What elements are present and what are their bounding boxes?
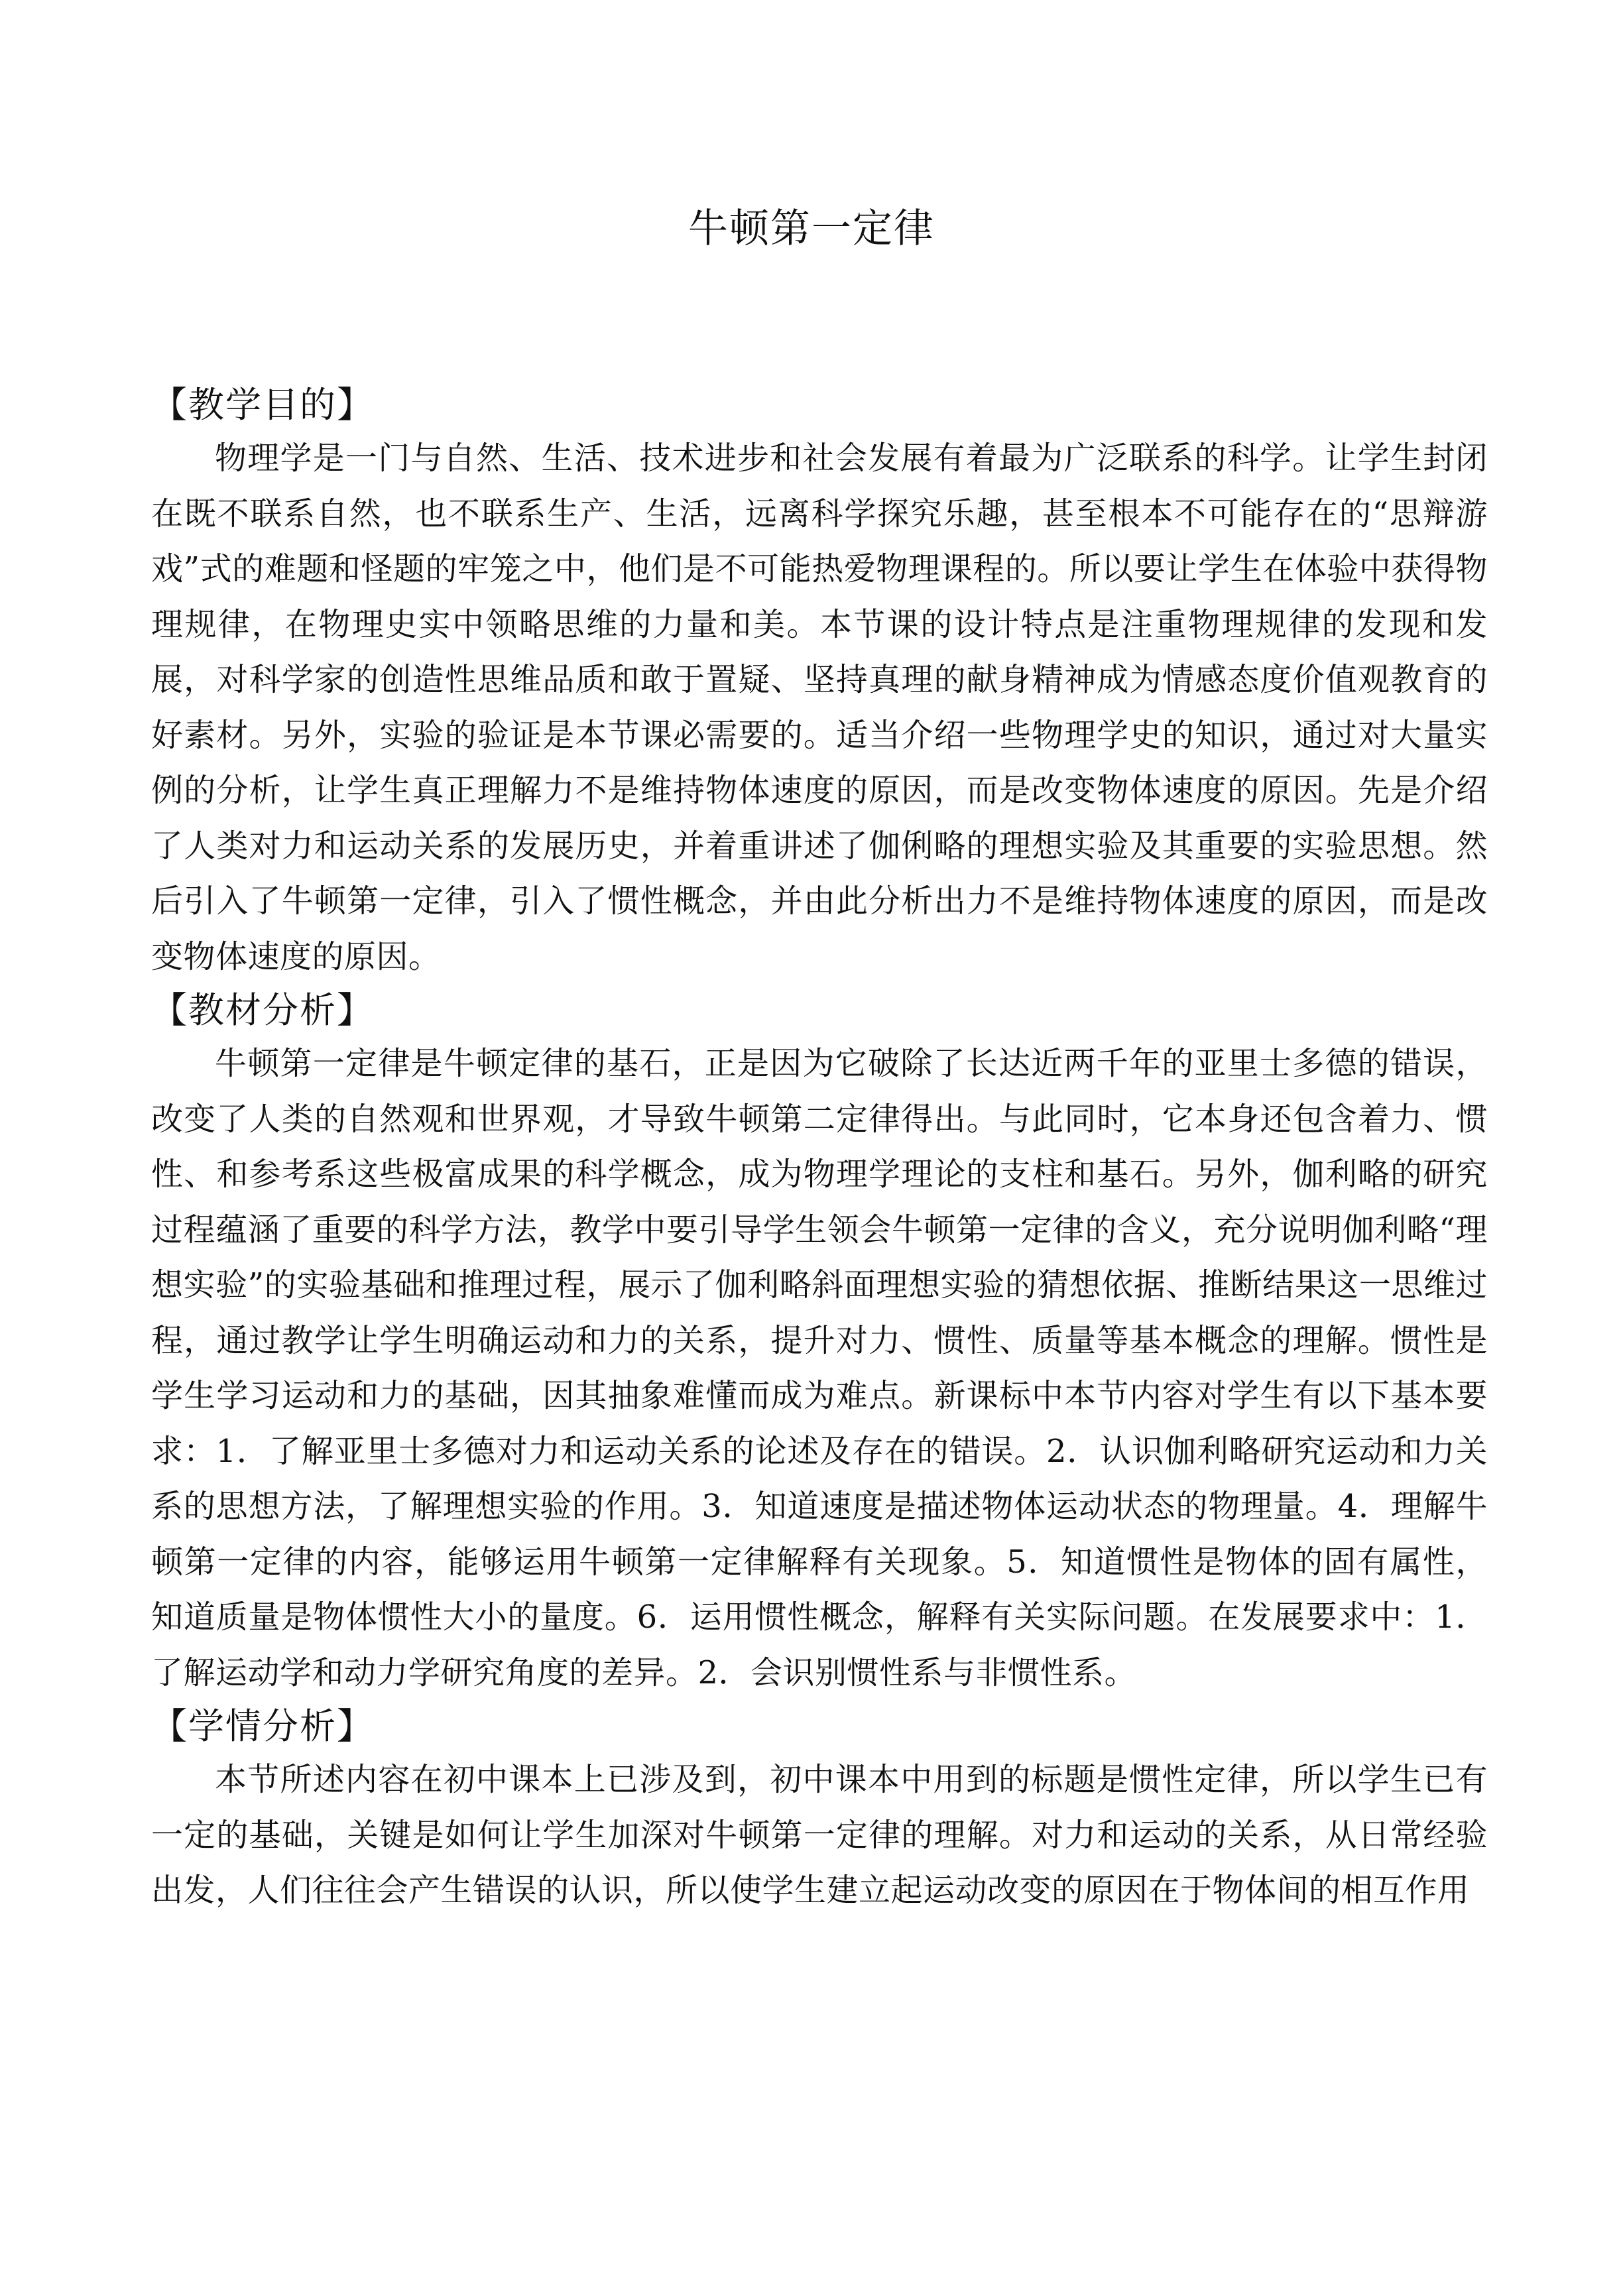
section-heading-student-analysis: 【学情分析】	[151, 1705, 374, 1747]
section-teaching-objective	[151, 379, 1488, 985]
section-paragraph-textbook-analysis: 牛顿第一定律是牛顿定律的基石，正是因为它破除了长达近两千年的亚里士多德的错误，改变了人类的自然观和世界观，才导致牛顿第二定律得出。与此同时，它本身还包含着力、惯性、和参考系这些极富成果的科学概念，成为物理学理论的支柱和基石。另外，伽利略的研究过程蕴涵了重要的科学方法，教学中要引导学生领会牛顿第一定律的含义，充分说明伽利略“理想实验”的实验基础和推理过程，展示了伽利略斜面理想实验的猜想依据、推断结果这一思维过程，通过教学让学生明确运动和力的关系，提升对力、惯性、质量等基本概念的理解。惯性是学生学习运动和力的基础，因其抽象难懂而成为难点。新课标中本节内容对学生有以下基本要求：1．了解亚里士多德对力和运动关系的论述及存在的错误。2．认识伽利略研究运动和力关系的思想方法，了解理想实验的作用。3．知道速度是描述物体运动状态的物理量。4．理解牛顿第一定律的内容，能够运用牛顿第一定律解释有关现象。5．知道惯性是物体的固有属性，知道质量是物体惯性大小的量度。6．运用惯性概念，解释有关实际问题。在发展要求中：1．了解运动学和动力学研究角度的差异。2．会识别惯性系与非惯性系。	[151, 1045, 1488, 1691]
section-paragraph-student-analysis: 本节所述内容在初中课本上已涉及到，初中课本中用到的标题是惯性定律，所以学生已有一定的基础，关键是如何让学生加深对牛顿第一定律的理解。对力和运动的关系，从日常经验出发，人们往往会产生错误的认识，所以使学生建立起运动改变的原因在于物体间的相互作用	[151, 1761, 1488, 1909]
section-paragraph-teaching-objective: 物理学是一门与自然、生活、技术进步和社会发展有着最为广泛联系的科学。让学生封闭在既不联系自然，也不联系生产、生活，远离科学探究乐趣，甚至根本不可能存在的“思辩游戏”式的难题和怪题的牢笼之中，他们是不可能热爱物理课程的。所以要让学生在体验中获得物理规律，在物理史实中领略思维的力量和美。本节课的设计特点是注重物理规律的发现和发展，对科学家的创造性思维品质和敢于置疑、坚持真理的献身精神成为情感态度价值观教育的好素材。另外，实验的验证是本节课必需要的。适当介绍一些物理学史的知识，通过对大量实例的分析，让学生真正理解力不是维持物体速度的原因，而是改变物体速度的原因。先是介绍了人类对力和运动关系的发展历史，并着重讲述了伽俐略的理想实验及其重要的实验思想。然后引入了牛顿第一定律，引入了惯性概念，并由此分析出力不是维持物体速度的原因，而是改变物体速度的原因。	[151, 440, 1488, 975]
section-student-analysis	[151, 1701, 1488, 1919]
page-title: 牛顿第一定律	[688, 206, 935, 252]
section-heading-teaching-objective: 【教学目的】	[151, 384, 374, 426]
document-body	[151, 379, 1488, 1919]
section-heading-textbook-analysis: 【教材分析】	[151, 989, 374, 1031]
section-textbook-analysis	[151, 985, 1488, 1701]
